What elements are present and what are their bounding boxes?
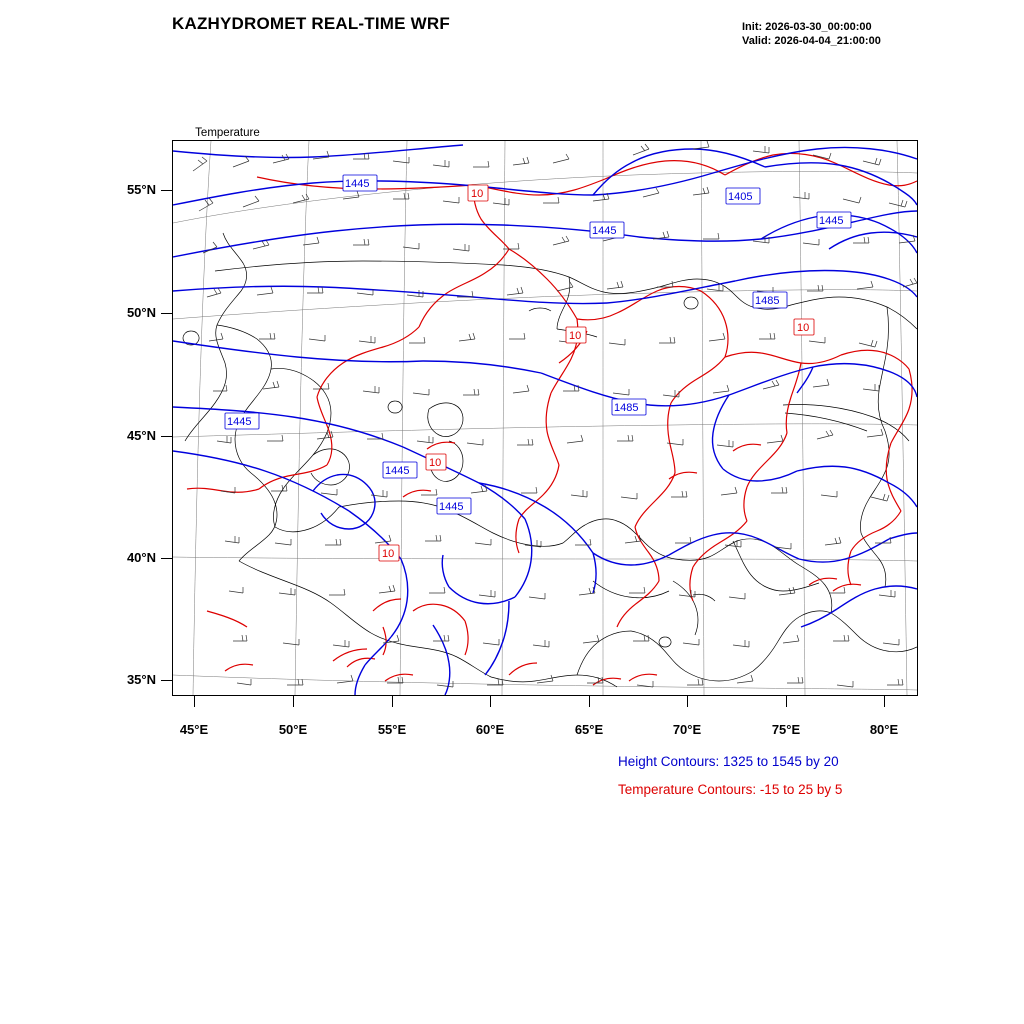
axis-label-lon-45: 45°E (179, 722, 209, 737)
height-contour-label: 1445 (227, 416, 252, 428)
height-contour-label: 1445 (385, 465, 410, 477)
wind-barb-layer (193, 141, 917, 687)
axis-tick-lon (687, 696, 688, 707)
axis-label-lon-50: 50°E (278, 722, 308, 737)
axis-tick-lon (194, 696, 195, 707)
axis-tick-lon (589, 696, 590, 707)
temperature-contour-label: 10 (382, 548, 395, 560)
axis-tick-lat (161, 558, 172, 559)
axis-label-lat-50: 50°N (126, 305, 156, 320)
temperature-contour-label: 10 (429, 457, 442, 469)
field-variable: Temperature (195, 126, 260, 139)
temperature-contour-label: 10 (569, 330, 582, 342)
map-plot-area[interactable] (172, 140, 918, 696)
axis-tick-lat (161, 313, 172, 314)
height-contour-label: 1445 (439, 501, 464, 513)
map-svg (173, 141, 917, 695)
height-contour-label: 1485 (614, 402, 639, 414)
axis-tick-lon (392, 696, 393, 707)
axis-label-lon-70: 70°E (672, 722, 702, 737)
height-contour-label: 1405 (728, 191, 753, 203)
axis-label-lat-40: 40°N (126, 550, 156, 565)
temperature-contour-label: 10 (797, 322, 810, 334)
height-contour-label: 1445 (819, 215, 844, 227)
axis-label-lon-75: 75°E (771, 722, 801, 737)
page-title: KAZHYDROMET REAL-TIME WRF (172, 14, 450, 33)
axis-tick-lon (293, 696, 294, 707)
temperature-contour-label: 10 (471, 188, 484, 200)
axis-label-lon-65: 65°E (574, 722, 604, 737)
axis-tick-lat (161, 190, 172, 191)
axis-label-lat-45: 45°N (126, 428, 156, 443)
axis-tick-lon (786, 696, 787, 707)
legend-height-contours: Height Contours: 1325 to 1545 by 20 (618, 754, 839, 769)
graticule-layer (173, 141, 917, 695)
init-time: Init: 2026-03-30_00:00:00 (742, 21, 872, 33)
axis-label-lon-60: 60°E (475, 722, 505, 737)
axis-label-lat-35: 35°N (126, 672, 156, 687)
axis-label-lon-55: 55°E (377, 722, 407, 737)
axis-tick-lat (161, 680, 172, 681)
axis-tick-lon (490, 696, 491, 707)
axis-label-lon-80: 80°E (869, 722, 899, 737)
valid-time: Valid: 2026-04-04_21:00:00 (742, 35, 881, 47)
axis-label-lat-55: 55°N (126, 182, 156, 197)
height-contour-label: 1445 (345, 178, 370, 190)
coastline-border-layer (183, 233, 917, 687)
axis-tick-lon (884, 696, 885, 707)
axis-tick-lat (161, 436, 172, 437)
height-contour-label: 1445 (592, 225, 617, 237)
legend-temperature-contours: Temperature Contours: -15 to 25 by 5 (618, 782, 843, 797)
height-contour-layer (173, 145, 917, 695)
model-run-info (742, 20, 881, 48)
height-contour-label: 1485 (755, 295, 780, 307)
